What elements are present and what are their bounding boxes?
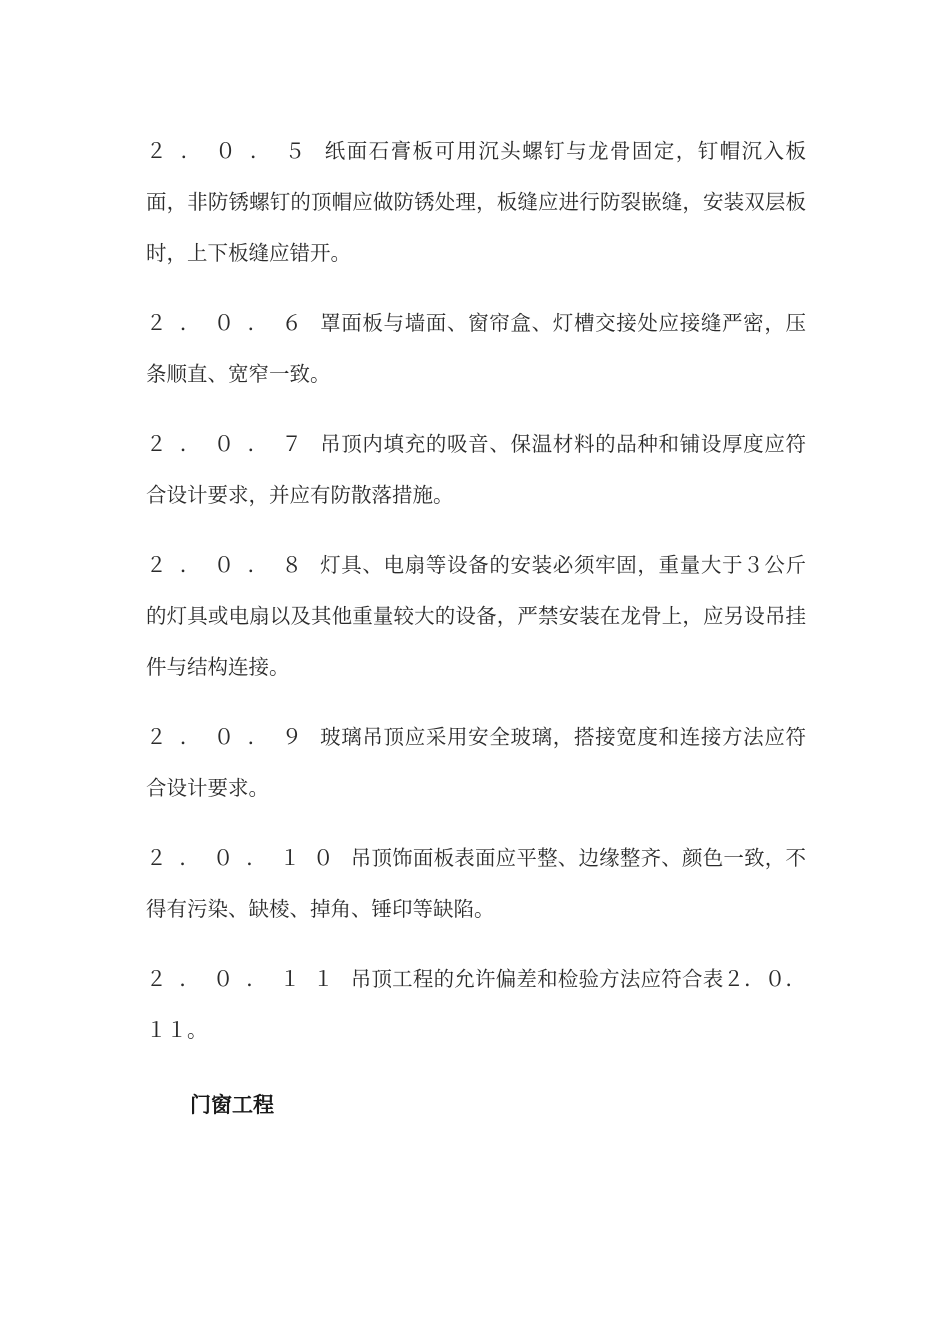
clause-text: 玻璃吊顶应采用安全玻璃，搭接宽度和连接方法应符合设计要求。	[146, 725, 806, 800]
clause-number: ２．０．８	[146, 553, 316, 577]
clause-text: 吊顶工程的允许偏差和检验方法应符合表２．０．１１。	[146, 967, 806, 1042]
clause-paragraph	[146, 954, 806, 1056]
clause-paragraph	[146, 833, 806, 935]
clause-text: 罩面板与墙面、窗帘盒、灯槽交接处应接缝严密，压条顺直、宽窄一致。	[146, 311, 806, 386]
clause-number: ２．０．６	[146, 311, 316, 335]
clause-text: 吊顶饰面板表面应平整、边缘整齐、颜色一致，不得有污染、缺棱、掉角、锤印等缺陷。	[146, 846, 806, 921]
clause-paragraph	[146, 712, 806, 814]
section-heading: 门窗工程	[190, 1093, 274, 1117]
clause-paragraph	[146, 126, 806, 279]
clause-number: ２．０．９	[146, 725, 316, 749]
clause-paragraph	[146, 298, 806, 400]
clause-text: 灯具、电扇等设备的安装必须牢固，重量大于３公斤的灯具或电扇以及其他重量较大的设备，严禁安装在龙骨上，应另设吊挂件与结构连接。	[146, 553, 806, 679]
clause-number: ２．０．７	[146, 432, 316, 456]
clause-paragraph	[146, 419, 806, 521]
clause-text: 纸面石膏板可用沉头螺钉与龙骨固定，钉帽沉入板面，非防锈螺钉的顶帽应做防锈处理，板缝应进行防裂嵌缝，安装双层板时，上下板缝应错开。	[146, 139, 806, 265]
document-body	[146, 126, 806, 1075]
clause-number: ２．０．５	[146, 139, 320, 163]
clause-number: ２．０．１０	[146, 846, 347, 870]
clause-paragraph	[146, 540, 806, 693]
clause-text: 吊顶内填充的吸音、保温材料的品种和铺设厚度应符合设计要求，并应有防散落措施。	[146, 432, 806, 507]
clause-number: ２．０．１１	[146, 967, 347, 991]
